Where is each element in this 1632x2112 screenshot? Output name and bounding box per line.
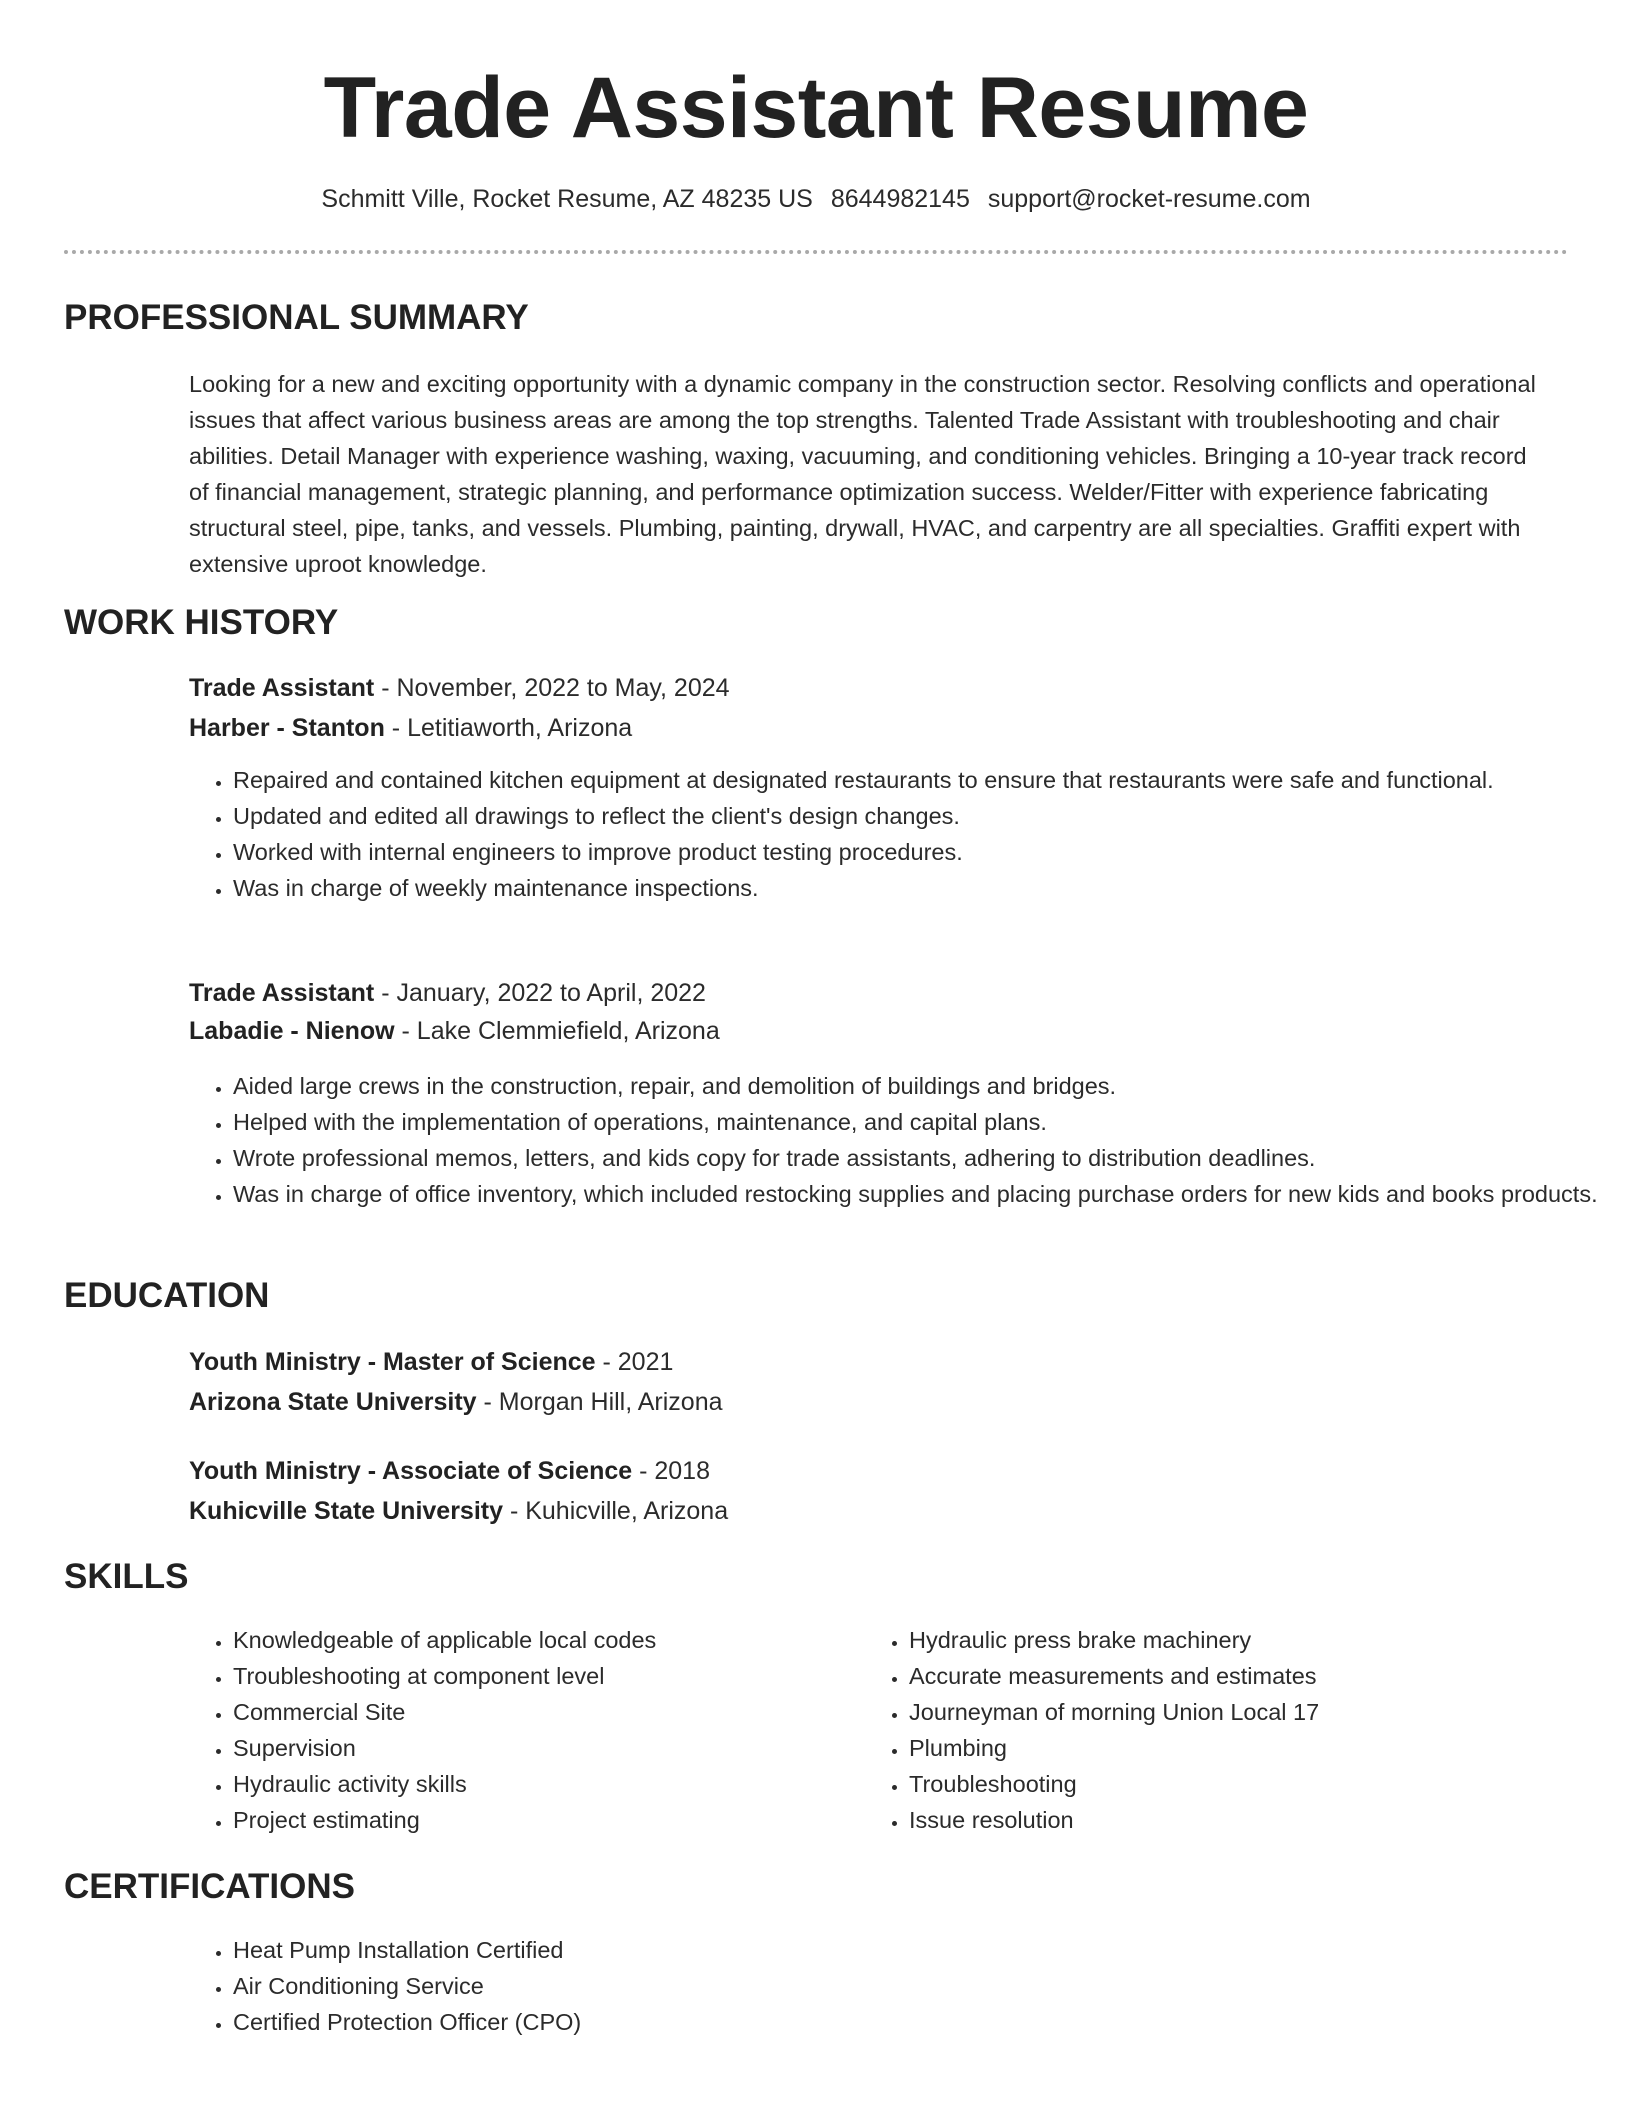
- education-school: Arizona State University: [189, 1388, 477, 1416]
- job-duties-list: [189, 1068, 1598, 1212]
- job-company-line: [189, 1014, 720, 1048]
- skill-item: • Hydraulic activity skills: [233, 1766, 873, 1802]
- skill-item: • Troubleshooting at component level: [233, 1658, 873, 1694]
- list-item: • Was in charge of office inventory, which included restocking supplies and placing purchase orders for new kids and books products.: [233, 1176, 1598, 1212]
- skills-list-left: [189, 1622, 873, 1838]
- section-title-skills: SKILLS: [64, 1557, 189, 1596]
- skill-item: • Plumbing: [909, 1730, 1589, 1766]
- list-item: • Repaired and contained kitchen equipment at designated restaurants to ensure that restaurants were safe and functional.: [233, 762, 1598, 798]
- summary-text: Looking for a new and exciting opportunity with a dynamic company in the construction sector. Resolving conflicts and operational issues that affect various business areas are among the top strengths. Talented Trade Assistant with troubleshooting and chair abilities. Detail Manager with experience washing, waxing, vacuuming, and conditioning vehicles. Bringing a 10-year track record of financial management, strategic planning, and performance optimization success. Welder/Fitter with experience fabricating structural steel, pipe, tanks, and vessels. Plumbing, painting, drywall, HVAC, and carpentry are all specialties. Graffiti expert with extensive uproot knowledge.: [189, 371, 1536, 577]
- list-item: • Was in charge of weekly maintenance inspections.: [233, 870, 1598, 906]
- education-school-line: [189, 1385, 723, 1419]
- job-role: Trade Assistant: [189, 674, 375, 702]
- education-degree: Youth Ministry - Associate of Science: [189, 1457, 633, 1485]
- job-company: Harber - Stanton: [189, 714, 385, 742]
- job-role: Trade Assistant: [189, 979, 375, 1007]
- education-degree-line: [189, 1345, 673, 1379]
- page-title: Trade Assistant Resume: [323, 60, 1309, 156]
- skill-item: • Project estimating: [233, 1802, 873, 1838]
- certification-item: • Certified Protection Officer (CPO): [233, 2004, 1598, 2040]
- certification-item: • Air Conditioning Service: [233, 1968, 1598, 2004]
- job-title-line: [189, 976, 706, 1010]
- education-location: - Morgan Hill, Arizona: [476, 1388, 723, 1416]
- job-duties-list: [189, 762, 1598, 906]
- education-year: - 2021: [595, 1348, 674, 1376]
- certifications-list: [189, 1932, 1598, 2040]
- section-title-certifications: CERTIFICATIONS: [64, 1867, 356, 1906]
- list-item: • Worked with internal engineers to improve product testing procedures.: [233, 834, 1598, 870]
- section-title-work-history: WORK HISTORY: [64, 603, 339, 642]
- skill-item: • Accurate measurements and estimates: [909, 1658, 1589, 1694]
- education-degree-line: [189, 1454, 710, 1488]
- section-title-education: EDUCATION: [64, 1276, 270, 1315]
- skill-item: • Hydraulic press brake machinery: [909, 1622, 1589, 1658]
- contact-address: Schmitt Ville, Rocket Resume, AZ 48235 US: [321, 185, 813, 213]
- contact-line: [0, 182, 1632, 216]
- job-dates: - January, 2022 to April, 2022: [374, 979, 706, 1007]
- list-item: • Aided large crews in the construction, repair, and demolition of buildings and bridges.: [233, 1068, 1598, 1104]
- job-company: Labadie - Nienow: [189, 1017, 395, 1045]
- list-item: • Updated and edited all drawings to reflect the client's design changes.: [233, 798, 1598, 834]
- skills-list-right: [865, 1622, 1589, 1838]
- education-location: - Kuhicville, Arizona: [503, 1497, 729, 1525]
- list-item: • Helped with the implementation of operations, maintenance, and capital plans.: [233, 1104, 1598, 1140]
- skill-item: • Supervision: [233, 1730, 873, 1766]
- skill-item: • Commercial Site: [233, 1694, 873, 1730]
- education-school: Kuhicville State University: [189, 1497, 504, 1525]
- skill-item: • Knowledgeable of applicable local codes: [233, 1622, 873, 1658]
- contact-phone: 8644982145: [830, 185, 970, 213]
- section-title-summary: PROFESSIONAL SUMMARY: [64, 298, 529, 337]
- contact-email: support@rocket-resume.com: [987, 185, 1311, 213]
- list-item: • Wrote professional memos, letters, and kids copy for trade assistants, adhering to distribution deadlines.: [233, 1140, 1598, 1176]
- job-company-line: [189, 711, 632, 745]
- skill-item: • Troubleshooting: [909, 1766, 1589, 1802]
- education-degree: Youth Ministry - Master of Science: [189, 1348, 596, 1376]
- job-location: - Lake Clemmiefield, Arizona: [394, 1017, 720, 1045]
- education-year: - 2018: [632, 1457, 710, 1485]
- job-title-line: [189, 671, 730, 705]
- skill-item: • Journeyman of morning Union Local 17: [909, 1694, 1589, 1730]
- job-dates: - November, 2022 to May, 2024: [374, 674, 730, 702]
- certification-item: • Heat Pump Installation Certified: [233, 1932, 1598, 1968]
- education-school-line: [189, 1494, 728, 1528]
- header-divider: [64, 250, 1568, 254]
- job-location: - Letitiaworth, Arizona: [384, 714, 633, 742]
- skill-item: • Issue resolution: [909, 1802, 1589, 1838]
